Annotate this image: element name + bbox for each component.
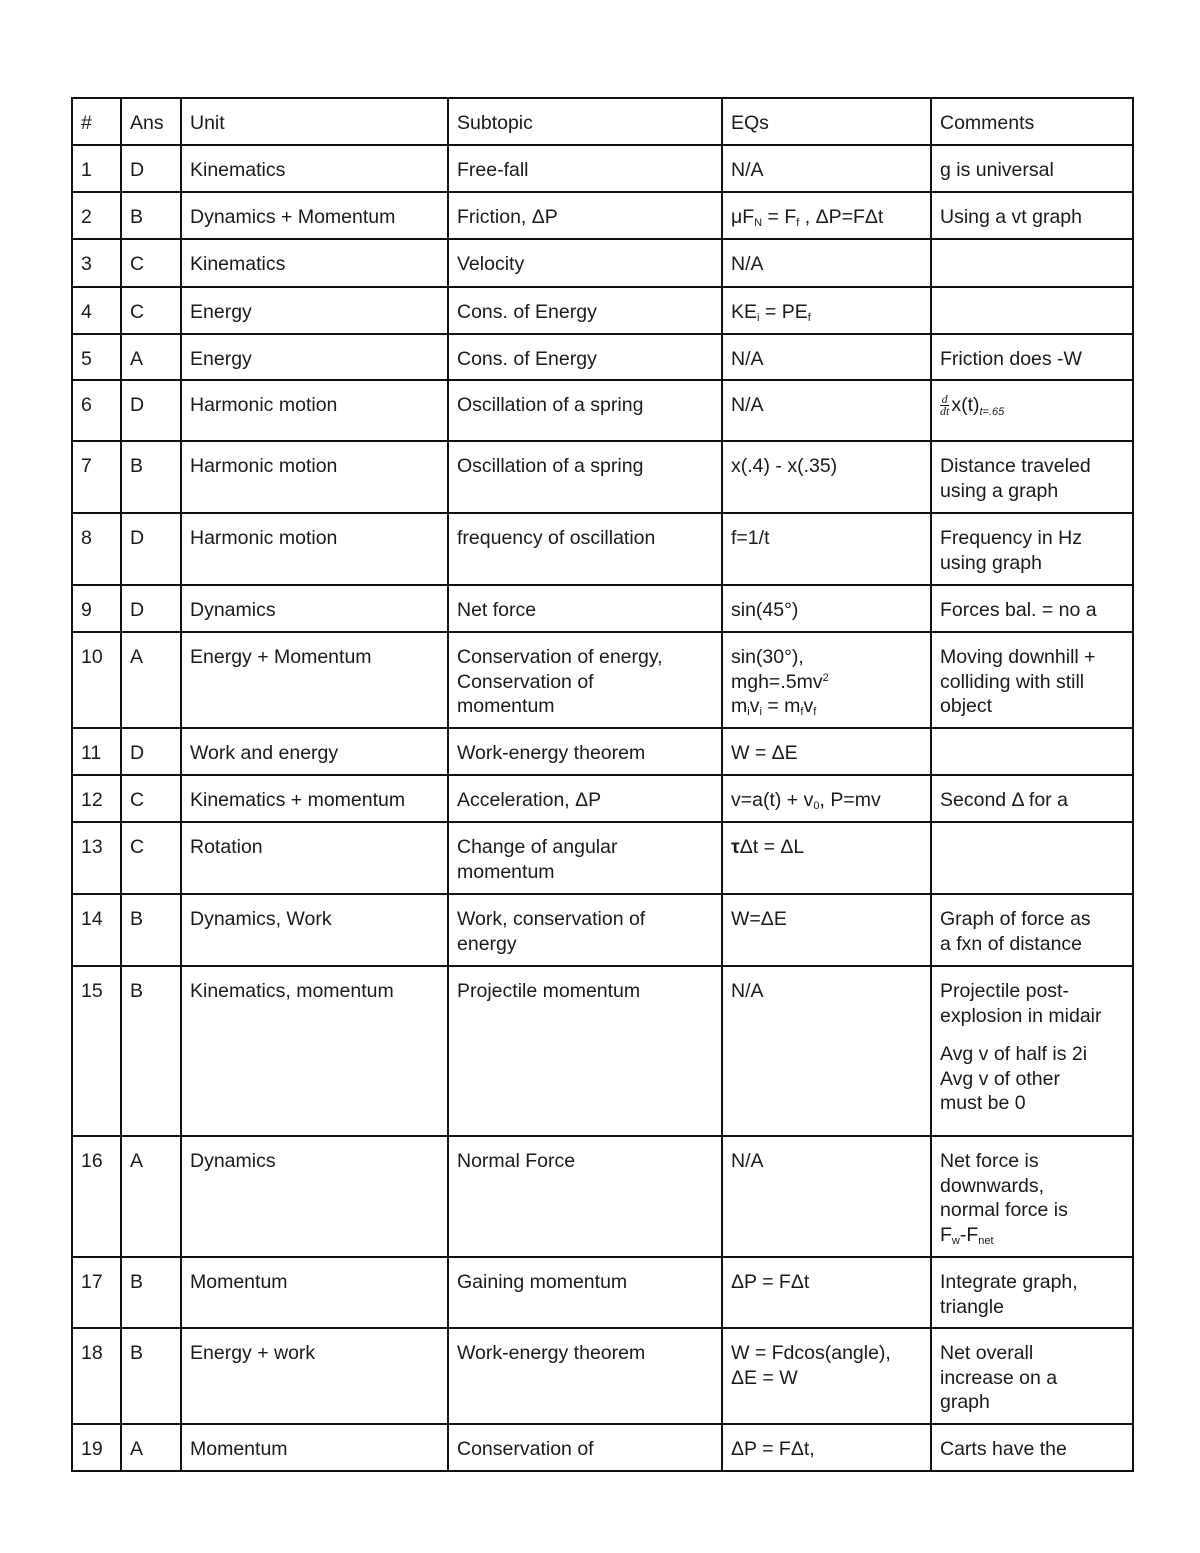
row-answer: D [121,145,181,192]
eq-subscript: i [759,706,762,718]
paragraph-gap [940,1028,1124,1042]
row-eqs [722,822,931,894]
row-number: 8 [72,513,121,585]
row-subtopic: Normal Force [448,1136,722,1257]
row-eqs: x(.4) - x(.35) [722,441,931,513]
comment-line: Projectile post- [940,980,1069,1002]
comment-line: explosion in midair [940,1004,1102,1027]
row-answer: B [121,894,181,966]
comment-line: Avg v of other [940,1067,1060,1090]
table-row [72,513,1133,585]
row-comments [931,966,1133,1136]
row-answer: B [121,966,181,1136]
row-answer: A [121,1136,181,1257]
row-number: 7 [72,441,121,513]
eq-text: m [731,695,748,717]
comment-line: must be 0 [940,1092,1026,1114]
row-answer: A [121,632,181,728]
table-row [72,145,1133,192]
row-eqs [722,1328,931,1424]
row-eqs: sin(45°) [722,585,931,632]
derivative-expression: x(t) [951,394,980,416]
row-subtopic: Oscillation of a spring [448,380,722,441]
row-unit: Energy [181,334,448,380]
eq-subscript: f [800,706,804,718]
row-subtopic: Work-energy theorem [448,728,722,775]
comment-line: Net force is [940,1150,1039,1172]
row-number: 18 [72,1328,121,1424]
comment-line: object [940,695,993,717]
eq-line: W = Fdcos(angle), [731,1342,891,1364]
eq-text: KE [731,301,758,323]
row-comments: Second Δ for a [931,775,1133,822]
row-eqs: N/A [722,966,931,1136]
row-answer: A [121,1424,181,1471]
row-comments [931,287,1133,334]
eq-subscript: N [754,217,763,229]
comment-line: colliding with still [940,670,1085,693]
row-number: 17 [72,1257,121,1328]
eq-subscript: f [796,217,800,229]
row-answer: C [121,287,181,334]
row-eqs [722,775,931,822]
row-subtopic: Net force [448,585,722,632]
row-answer: B [121,441,181,513]
eq-subscript: i [757,312,760,324]
comment-line [940,1223,1124,1248]
comment-line: downwards, [940,1174,1045,1197]
row-number: 5 [72,334,121,380]
table-row [72,1136,1133,1257]
subtopic-line: Conservation of [457,670,594,693]
row-subtopic [448,822,722,894]
row-subtopic: Projectile momentum [448,966,722,1136]
row-answer: B [121,1328,181,1424]
row-unit: Rotation [181,822,448,894]
header-num: # [72,98,121,145]
eq-line [731,670,922,695]
comment-line: using graph [940,551,1042,574]
table-row [72,585,1133,632]
eq-text: -F [959,1223,979,1246]
row-answer: C [121,775,181,822]
comment-line: using a graph [940,479,1059,502]
row-subtopic: Oscillation of a spring [448,441,722,513]
row-answer: B [121,1257,181,1328]
eq-text: v [749,695,760,717]
row-unit: Kinematics [181,239,448,287]
row-number: 3 [72,239,121,287]
eq-text: Δt = ΔL [739,836,805,858]
row-subtopic: Gaining momentum [448,1257,722,1328]
row-comments: Carts have the [931,1424,1133,1471]
subtopic-line: Conservation of energy, [457,646,663,668]
comment-line: a fxn of distance [940,932,1083,955]
row-number: 13 [72,822,121,894]
eq-text: mgh=.5mv [731,670,823,693]
eq-subscript: net [978,1234,994,1247]
eq-text: , ΔP=FΔt [799,206,884,228]
row-unit: Momentum [181,1257,448,1328]
comment-line: increase on a [940,1366,1058,1389]
row-number: 19 [72,1424,121,1471]
derivative-fraction [940,394,949,417]
table-row [72,287,1133,334]
row-comments [931,1328,1133,1424]
row-unit: Energy + Momentum [181,632,448,728]
row-subtopic: Cons. of Energy [448,334,722,380]
table-row [72,728,1133,775]
row-number: 6 [72,380,121,441]
subtopic-line: Change of angular [457,836,618,858]
table-row [72,966,1133,1136]
eq-subscript: 0 [813,800,820,812]
row-eqs: ΔP = FΔt, [722,1424,931,1471]
table-row [72,1424,1133,1471]
eq-text: μF [731,206,755,228]
row-unit: Kinematics, momentum [181,966,448,1136]
table-row [72,822,1133,894]
row-subtopic [448,894,722,966]
header-row [72,98,1133,145]
table-row [72,775,1133,822]
row-eqs: N/A [722,334,931,380]
row-number: 9 [72,585,121,632]
row-eqs: N/A [722,145,931,192]
subtopic-line: Work, conservation of [457,908,646,930]
answer-key-table [71,97,1134,1472]
row-comments: Forces bal. = no a [931,585,1133,632]
table-row [72,334,1133,380]
subtopic-line: momentum [457,860,555,883]
row-comments [931,513,1133,585]
row-unit: Dynamics, Work [181,894,448,966]
row-unit: Dynamics [181,585,448,632]
row-comments [931,632,1133,728]
row-answer: C [121,239,181,287]
table-row [72,894,1133,966]
row-eqs: f=1/t [722,513,931,585]
row-unit: Dynamics [181,1136,448,1257]
row-number: 14 [72,894,121,966]
row-answer: C [121,822,181,894]
row-unit: Momentum [181,1424,448,1471]
eq-subscript: f [807,312,811,324]
comment-line: Moving downhill + [940,646,1096,668]
row-subtopic: Free-fall [448,145,722,192]
row-comments [931,894,1133,966]
row-answer: D [121,380,181,441]
eq-subscript: w [951,1234,960,1247]
row-subtopic: frequency of oscillation [448,513,722,585]
row-comments [931,728,1133,775]
row-number: 12 [72,775,121,822]
row-comments [931,441,1133,513]
table-row [72,1257,1133,1328]
row-subtopic [448,632,722,728]
row-eqs: N/A [722,380,931,441]
row-eqs: W = ΔE [722,728,931,775]
subtopic-line: momentum [457,695,555,717]
comment-line: Graph of force as [940,908,1091,930]
comment-line: triangle [940,1295,1004,1318]
eq-text: F [940,1223,952,1246]
row-unit: Harmonic motion [181,441,448,513]
eq-subscript: i [747,706,750,718]
row-eqs: W=ΔE [722,894,931,966]
eq-text: = F [762,206,797,228]
eq-line: ΔE = W [731,1366,798,1389]
table-row [72,441,1133,513]
row-unit: Work and energy [181,728,448,775]
fraction-denominator: dt [940,404,950,419]
eq-text: = m [761,695,801,717]
table-row [72,1328,1133,1424]
eq-superscript: 2 [822,671,829,684]
header-comments: Comments [931,98,1133,145]
row-comments [931,1136,1133,1257]
torque-symbol: τ [731,836,740,858]
row-eqs [722,192,931,239]
header-eqs: EQs [722,98,931,145]
table-row [72,632,1133,728]
row-unit: Kinematics [181,145,448,192]
header-ans: Ans [121,98,181,145]
row-unit: Harmonic motion [181,513,448,585]
header-subtopic: Subtopic [448,98,722,145]
subtopic-line: energy [457,932,517,955]
row-comments [931,1257,1133,1328]
eq-line: sin(30°), [731,646,804,668]
eq-text: = PE [759,301,808,323]
eq-subscript: f [813,706,817,718]
row-eqs: N/A [722,1136,931,1257]
row-number: 2 [72,192,121,239]
row-subtopic: Conservation of [448,1424,722,1471]
row-unit: Kinematics + momentum [181,775,448,822]
row-answer: D [121,513,181,585]
row-answer: A [121,334,181,380]
row-comments [931,822,1133,894]
row-answer: D [121,585,181,632]
eq-text: v=a(t) + v [731,789,814,811]
row-number: 4 [72,287,121,334]
row-eqs: N/A [722,239,931,287]
row-comments: g is universal [931,145,1133,192]
row-eqs: ΔP = FΔt [722,1257,931,1328]
comment-line: Frequency in Hz [940,527,1082,549]
table-row [72,192,1133,239]
row-unit: Energy + work [181,1328,448,1424]
row-comments [931,239,1133,287]
row-subtopic: Work-energy theorem [448,1328,722,1424]
comment-line: Distance traveled [940,455,1091,477]
row-subtopic: Velocity [448,239,722,287]
row-number: 11 [72,728,121,775]
eq-line [731,694,922,719]
row-subtopic: Acceleration, ΔP [448,775,722,822]
row-subtopic: Cons. of Energy [448,287,722,334]
row-number: 10 [72,632,121,728]
eq-text: v [803,695,814,717]
row-comments [931,380,1133,441]
comment-line: normal force is [940,1199,1068,1221]
table-row [72,380,1133,441]
row-answer: B [121,192,181,239]
row-unit: Harmonic motion [181,380,448,441]
table-row [72,239,1133,287]
row-unit: Dynamics + Momentum [181,192,448,239]
comment-line: graph [940,1391,990,1413]
row-subtopic: Friction, ΔP [448,192,722,239]
fraction-numerator: d [941,392,948,407]
evaluation-subscript: t=.65 [979,406,1005,418]
row-number: 16 [72,1136,121,1257]
comment-line: Net overall [940,1342,1034,1364]
row-number: 1 [72,145,121,192]
row-eqs [722,287,931,334]
comment-line: Avg v of half is 2i [940,1043,1088,1065]
row-comments: Using a vt graph [931,192,1133,239]
header-unit: Unit [181,98,448,145]
comment-line: Integrate graph, [940,1271,1078,1293]
row-number: 15 [72,966,121,1136]
row-answer: D [121,728,181,775]
row-comments: Friction does -W [931,334,1133,380]
row-eqs [722,632,931,728]
eq-text: , P=mv [819,789,881,811]
row-unit: Energy [181,287,448,334]
